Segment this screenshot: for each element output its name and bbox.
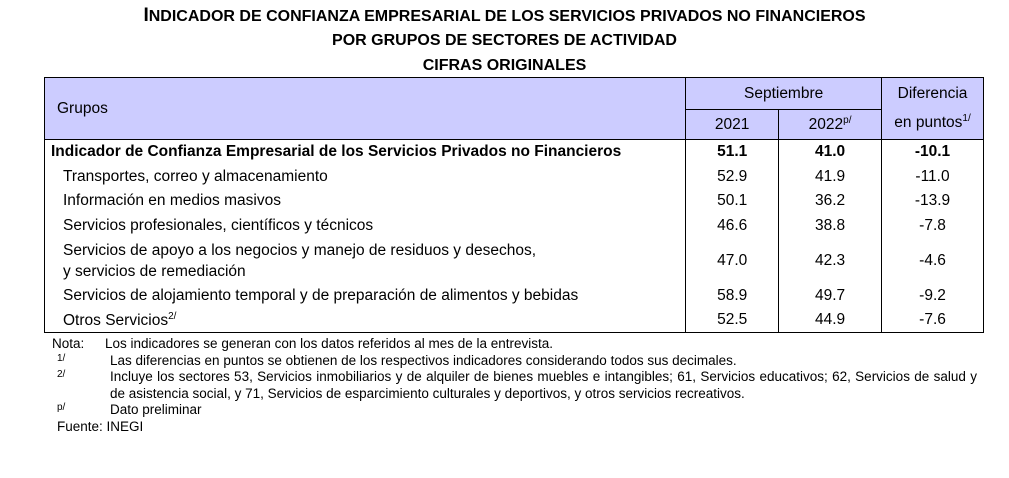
table-row: Indicador de Confianza Empresarial de los Servicios Privados no Financieros 51.1 41.0 -10.1	[45, 140, 984, 165]
table-row: Transportes, correo y almacenamiento 52.9 41.9 -11.0	[45, 165, 984, 189]
header-septiembre: Septiembre	[686, 78, 882, 110]
note-general: Nota: Los indicadores se generan con los datos referidos al mes de la entrevista.	[52, 336, 554, 351]
note-1: $^{1/}$ Las diferencias en puntos se obtienen de los respectivos indicadores considerando todos sus decimales.	[57, 352, 737, 368]
table-row: Servicios de apoyo a los negocios y manejo de residuos y desechos, y servicios de remediación 47.0 42.3 -4.6	[45, 239, 984, 283]
title-line-1: INDICADOR DE CONFIANZA EMPRESARIAL DE LOS SERVICIOS PRIVADOS NO FINANCIEROS	[143, 5, 866, 26]
title-line-3: CIFRAS ORIGINALES	[422, 57, 587, 74]
table-row: Servicios profesionales, científicos y técnicos 46.6 38.8 -7.8	[45, 214, 984, 239]
data-table	[44, 77, 984, 333]
footnotes	[52, 336, 977, 435]
title-line-2: POR GRUPOS DE SECTORES DE ACTIVIDAD	[332, 32, 677, 49]
header-grupos: Grupos	[45, 78, 686, 140]
table-row: Otros Servicios$^{2/}$ 52.5 44.9 -7.6	[45, 309, 984, 333]
table-row: Servicios de alojamiento temporal y de preparación de alimentos y bebidas 58.9 49.7 -9.2	[45, 283, 984, 309]
note-2: $^{2/}$ Incluye los sectores 53, Servicios inmobiliarios y de alquiler de bienes muebles e intangibles; 61, Servicios educativos; 62, Servicios de salud y de asistencia social, y 71, Servicios de esparcimiento culturales y deportivos, y otros servicios recreativos.	[57, 369, 977, 401]
header-diferencia: Diferencia en puntos$^{1/}$	[882, 78, 984, 140]
header-2022: $2022^{p/}$	[779, 110, 882, 140]
source-line: Fuente: INEGI	[57, 418, 144, 434]
header-2021: 2021	[686, 110, 779, 140]
note-preliminar: $^{p/}$ Dato preliminar	[57, 402, 202, 417]
table-row: Información en medios masivos 50.1 36.2 -13.9	[45, 189, 984, 214]
